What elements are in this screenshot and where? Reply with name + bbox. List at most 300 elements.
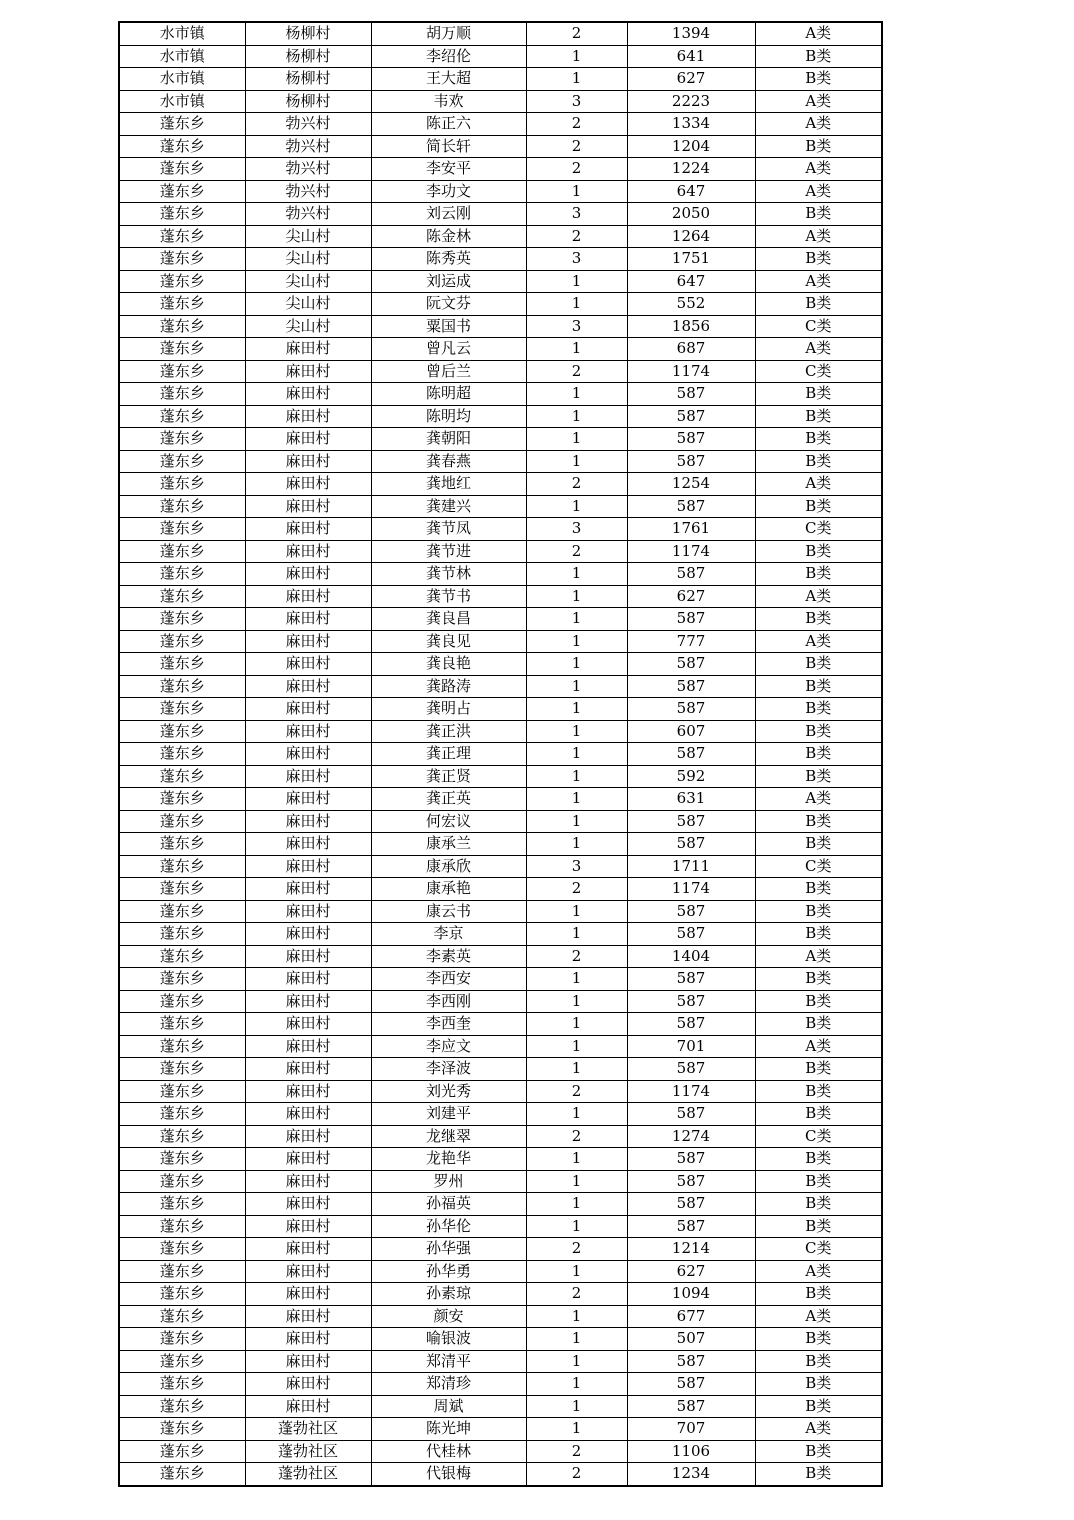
amount-cell: 641 [627,45,755,68]
township-cell: 蓬东乡 [119,630,245,653]
table-row [119,1260,882,1283]
category-cell: B类 [755,1328,882,1351]
amount-cell: 647 [627,180,755,203]
township-cell: 蓬东乡 [119,1350,245,1373]
township-cell: 蓬东乡 [119,473,245,496]
household-count-cell: 1 [526,585,627,608]
category-cell: A类 [755,90,882,113]
household-count-cell: 3 [526,90,627,113]
table-row [119,383,882,406]
amount-cell: 1404 [627,945,755,968]
table-row [119,113,882,136]
name-cell: 康承兰 [371,833,526,856]
name-cell: 龚正洪 [371,720,526,743]
name-cell: 龚良见 [371,630,526,653]
category-cell: B类 [755,833,882,856]
township-cell: 蓬东乡 [119,1193,245,1216]
amount-cell: 587 [627,923,755,946]
amount-cell: 592 [627,765,755,788]
amount-cell: 587 [627,675,755,698]
category-cell: B类 [755,968,882,991]
name-cell: 龚节凤 [371,518,526,541]
township-cell: 蓬东乡 [119,360,245,383]
amount-cell: 647 [627,270,755,293]
township-cell: 蓬东乡 [119,1058,245,1081]
table-row [119,338,882,361]
village-cell: 麻田村 [245,630,371,653]
table-row [119,1193,882,1216]
household-count-cell: 1 [526,810,627,833]
category-cell: B类 [755,1193,882,1216]
name-cell: 龚节进 [371,540,526,563]
township-cell: 蓬东乡 [119,1035,245,1058]
name-cell: 孙福英 [371,1193,526,1216]
table-row [119,1170,882,1193]
amount-cell: 587 [627,1193,755,1216]
amount-cell: 627 [627,1260,755,1283]
table-row [119,135,882,158]
township-cell: 蓬东乡 [119,1418,245,1441]
village-cell: 麻田村 [245,1193,371,1216]
table-row [119,1328,882,1351]
township-cell: 蓬东乡 [119,855,245,878]
table-row [119,1238,882,1261]
household-count-cell: 1 [526,1418,627,1441]
township-cell: 蓬东乡 [119,293,245,316]
amount-cell: 1264 [627,225,755,248]
name-cell: 代银梅 [371,1463,526,1486]
table-row [119,1013,882,1036]
household-count-cell: 1 [526,923,627,946]
amount-cell: 1711 [627,855,755,878]
household-count-cell: 1 [526,1373,627,1396]
amount-cell: 587 [627,450,755,473]
township-cell: 蓬东乡 [119,495,245,518]
category-cell: C类 [755,315,882,338]
table-row [119,405,882,428]
name-cell: 陈明均 [371,405,526,428]
household-count-cell: 1 [526,338,627,361]
category-cell: A类 [755,22,882,45]
village-cell: 蓬勃社区 [245,1440,371,1463]
township-cell: 蓬东乡 [119,1328,245,1351]
name-cell: 龚地红 [371,473,526,496]
table-row [119,248,882,271]
township-cell: 蓬东乡 [119,1373,245,1396]
household-count-cell: 1 [526,1215,627,1238]
name-cell: 阮文芬 [371,293,526,316]
village-cell: 杨柳村 [245,45,371,68]
household-count-cell: 1 [526,1328,627,1351]
amount-cell: 1174 [627,878,755,901]
table-row [119,653,882,676]
table-row [119,1125,882,1148]
amount-cell: 587 [627,1170,755,1193]
village-cell: 麻田村 [245,338,371,361]
township-cell: 水市镇 [119,90,245,113]
table-row [119,1418,882,1441]
village-cell: 尖山村 [245,270,371,293]
category-cell: B类 [755,1463,882,1486]
household-count-cell: 1 [526,405,627,428]
category-cell: B类 [755,563,882,586]
name-cell: 胡万顺 [371,22,526,45]
amount-cell: 1254 [627,473,755,496]
name-cell: 龚节林 [371,563,526,586]
amount-cell: 627 [627,585,755,608]
township-cell: 蓬东乡 [119,315,245,338]
household-count-cell: 2 [526,22,627,45]
township-cell: 蓬东乡 [119,1013,245,1036]
table-row [119,1283,882,1306]
amount-cell: 1174 [627,1080,755,1103]
category-cell: B类 [755,878,882,901]
household-count-cell: 1 [526,1013,627,1036]
table-row [119,810,882,833]
household-count-cell: 2 [526,1283,627,1306]
village-cell: 勃兴村 [245,158,371,181]
amount-cell: 587 [627,1373,755,1396]
category-cell: B类 [755,720,882,743]
category-cell: B类 [755,428,882,451]
category-cell: A类 [755,1305,882,1328]
township-cell: 蓬东乡 [119,675,245,698]
table-row [119,990,882,1013]
township-cell: 蓬东乡 [119,1215,245,1238]
amount-cell: 587 [627,743,755,766]
household-count-cell: 2 [526,225,627,248]
village-cell: 麻田村 [245,990,371,1013]
category-cell: B类 [755,450,882,473]
category-cell: B类 [755,698,882,721]
name-cell: 王大超 [371,68,526,91]
category-cell: B类 [755,1058,882,1081]
category-cell: A类 [755,270,882,293]
township-cell: 蓬东乡 [119,428,245,451]
category-cell: A类 [755,158,882,181]
township-cell: 蓬东乡 [119,203,245,226]
category-cell: B类 [755,1373,882,1396]
table-row [119,675,882,698]
amount-cell: 677 [627,1305,755,1328]
category-cell: B类 [755,1215,882,1238]
table-row [119,855,882,878]
name-cell: 颜安 [371,1305,526,1328]
table-row [119,968,882,991]
category-cell: B类 [755,1395,882,1418]
township-cell: 蓬东乡 [119,653,245,676]
township-cell: 蓬东乡 [119,1103,245,1126]
name-cell: 龚正贤 [371,765,526,788]
household-count-cell: 2 [526,1440,627,1463]
table-row [119,1103,882,1126]
category-cell: B类 [755,135,882,158]
category-cell: A类 [755,585,882,608]
village-cell: 麻田村 [245,810,371,833]
household-count-cell: 1 [526,383,627,406]
name-cell: 李西安 [371,968,526,991]
village-cell: 麻田村 [245,765,371,788]
amount-cell: 1224 [627,158,755,181]
table-row [119,923,882,946]
amount-cell: 627 [627,68,755,91]
category-cell: C类 [755,855,882,878]
household-count-cell: 2 [526,360,627,383]
amount-cell: 587 [627,1350,755,1373]
category-cell: B类 [755,1440,882,1463]
village-cell: 勃兴村 [245,113,371,136]
name-cell: 康云书 [371,900,526,923]
township-cell: 蓬东乡 [119,1305,245,1328]
household-count-cell: 2 [526,473,627,496]
name-cell: 简长轩 [371,135,526,158]
category-cell: B类 [755,1170,882,1193]
category-cell: B类 [755,540,882,563]
table-row [119,180,882,203]
village-cell: 麻田村 [245,788,371,811]
table-row [119,945,882,968]
household-count-cell: 1 [526,180,627,203]
village-cell: 麻田村 [245,585,371,608]
amount-cell: 777 [627,630,755,653]
amount-cell: 587 [627,1148,755,1171]
township-cell: 蓬东乡 [119,225,245,248]
village-cell: 勃兴村 [245,135,371,158]
category-cell: A类 [755,1035,882,1058]
township-cell: 蓬东乡 [119,518,245,541]
name-cell: 孙华强 [371,1238,526,1261]
amount-cell: 1274 [627,1125,755,1148]
township-cell: 蓬东乡 [119,990,245,1013]
category-cell: B类 [755,1013,882,1036]
name-cell: 龚良昌 [371,608,526,631]
category-cell: C类 [755,1125,882,1148]
amount-cell: 587 [627,1058,755,1081]
township-cell: 蓬东乡 [119,1125,245,1148]
amount-cell: 631 [627,788,755,811]
village-cell: 麻田村 [245,1215,371,1238]
amount-cell: 707 [627,1418,755,1441]
name-cell: 龚正理 [371,743,526,766]
amount-cell: 587 [627,990,755,1013]
household-count-cell: 1 [526,1103,627,1126]
amount-cell: 587 [627,383,755,406]
table-row [119,788,882,811]
table-row [119,428,882,451]
name-cell: 郑清平 [371,1350,526,1373]
amount-cell: 1751 [627,248,755,271]
table-row [119,1305,882,1328]
amount-cell: 687 [627,338,755,361]
category-cell: A类 [755,225,882,248]
township-cell: 蓬东乡 [119,968,245,991]
township-cell: 蓬东乡 [119,698,245,721]
village-cell: 尖山村 [245,248,371,271]
category-cell: B类 [755,608,882,631]
category-cell: B类 [755,653,882,676]
township-cell: 蓬东乡 [119,1170,245,1193]
table-row [119,1440,882,1463]
category-cell: B类 [755,990,882,1013]
village-cell: 麻田村 [245,383,371,406]
village-cell: 麻田村 [245,495,371,518]
township-cell: 蓬东乡 [119,180,245,203]
household-count-cell: 1 [526,630,627,653]
amount-cell: 1204 [627,135,755,158]
village-cell: 麻田村 [245,1013,371,1036]
amount-cell: 1174 [627,360,755,383]
village-cell: 麻田村 [245,675,371,698]
village-cell: 蓬勃社区 [245,1463,371,1486]
name-cell: 韦欢 [371,90,526,113]
township-cell: 蓬东乡 [119,540,245,563]
name-cell: 何宏议 [371,810,526,833]
table-row [119,833,882,856]
household-count-cell: 2 [526,1238,627,1261]
village-cell: 麻田村 [245,473,371,496]
village-cell: 尖山村 [245,293,371,316]
village-cell: 尖山村 [245,315,371,338]
category-cell: A类 [755,788,882,811]
name-cell: 孙华勇 [371,1260,526,1283]
household-count-cell: 1 [526,900,627,923]
village-cell: 麻田村 [245,1238,371,1261]
name-cell: 龚路涛 [371,675,526,698]
township-cell: 蓬东乡 [119,135,245,158]
amount-cell: 587 [627,653,755,676]
table-row [119,1058,882,1081]
amount-cell: 1394 [627,22,755,45]
household-count-cell: 1 [526,743,627,766]
township-cell: 蓬东乡 [119,833,245,856]
village-cell: 杨柳村 [245,68,371,91]
amount-cell: 587 [627,810,755,833]
township-cell: 蓬东乡 [119,1283,245,1306]
table-row [119,360,882,383]
name-cell: 周斌 [371,1395,526,1418]
village-cell: 杨柳村 [245,22,371,45]
amount-cell: 587 [627,495,755,518]
name-cell: 李绍伦 [371,45,526,68]
amount-cell: 587 [627,428,755,451]
amount-cell: 587 [627,563,755,586]
table-row [119,1395,882,1418]
category-cell: B类 [755,1103,882,1126]
name-cell: 龚建兴 [371,495,526,518]
category-cell: B类 [755,1350,882,1373]
township-cell: 蓬东乡 [119,405,245,428]
name-cell: 陈秀英 [371,248,526,271]
village-cell: 麻田村 [245,1305,371,1328]
table-row [119,585,882,608]
category-cell: A类 [755,1418,882,1441]
household-count-cell: 1 [526,495,627,518]
township-cell: 蓬东乡 [119,1395,245,1418]
table-row [119,698,882,721]
category-cell: A类 [755,1260,882,1283]
name-cell: 李西奎 [371,1013,526,1036]
table-row [119,1350,882,1373]
household-count-cell: 1 [526,968,627,991]
records-table [118,21,883,1487]
amount-cell: 587 [627,1395,755,1418]
village-cell: 勃兴村 [245,203,371,226]
amount-cell: 587 [627,698,755,721]
name-cell: 龚朝阳 [371,428,526,451]
village-cell: 麻田村 [245,968,371,991]
township-cell: 水市镇 [119,68,245,91]
table-row [119,45,882,68]
household-count-cell: 1 [526,293,627,316]
category-cell: B类 [755,900,882,923]
table-row [119,1463,882,1486]
category-cell: A类 [755,473,882,496]
name-cell: 刘运成 [371,270,526,293]
table-row [119,495,882,518]
table-row [119,518,882,541]
name-cell: 龚春燕 [371,450,526,473]
table-row [119,1215,882,1238]
category-cell: B类 [755,203,882,226]
name-cell: 陈光坤 [371,1418,526,1441]
village-cell: 麻田村 [245,855,371,878]
township-cell: 蓬东乡 [119,788,245,811]
township-cell: 蓬东乡 [119,1238,245,1261]
amount-cell: 701 [627,1035,755,1058]
household-count-cell: 1 [526,1395,627,1418]
category-cell: A类 [755,945,882,968]
amount-cell: 587 [627,1013,755,1036]
category-cell: A类 [755,113,882,136]
township-cell: 蓬东乡 [119,270,245,293]
household-count-cell: 2 [526,135,627,158]
table-row [119,1080,882,1103]
household-count-cell: 1 [526,1350,627,1373]
category-cell: B类 [755,1283,882,1306]
amount-cell: 587 [627,405,755,428]
village-cell: 麻田村 [245,360,371,383]
name-cell: 李安平 [371,158,526,181]
household-count-cell: 2 [526,113,627,136]
amount-cell: 587 [627,608,755,631]
name-cell: 曾后兰 [371,360,526,383]
category-cell: B类 [755,1080,882,1103]
name-cell: 陈正六 [371,113,526,136]
township-cell: 蓬东乡 [119,383,245,406]
village-cell: 麻田村 [245,1148,371,1171]
household-count-cell: 1 [526,990,627,1013]
category-cell: A类 [755,338,882,361]
household-count-cell: 1 [526,765,627,788]
category-cell: B类 [755,810,882,833]
table-row [119,630,882,653]
township-cell: 蓬东乡 [119,810,245,833]
table-row [119,1148,882,1171]
amount-cell: 1234 [627,1463,755,1486]
category-cell: A类 [755,630,882,653]
amount-cell: 1106 [627,1440,755,1463]
table-row [119,765,882,788]
table-row [119,158,882,181]
category-cell: B类 [755,743,882,766]
amount-cell: 587 [627,1103,755,1126]
household-count-cell: 2 [526,1080,627,1103]
name-cell: 代桂林 [371,1440,526,1463]
amount-cell: 1761 [627,518,755,541]
household-count-cell: 2 [526,945,627,968]
category-cell: B类 [755,923,882,946]
category-cell: B类 [755,383,882,406]
